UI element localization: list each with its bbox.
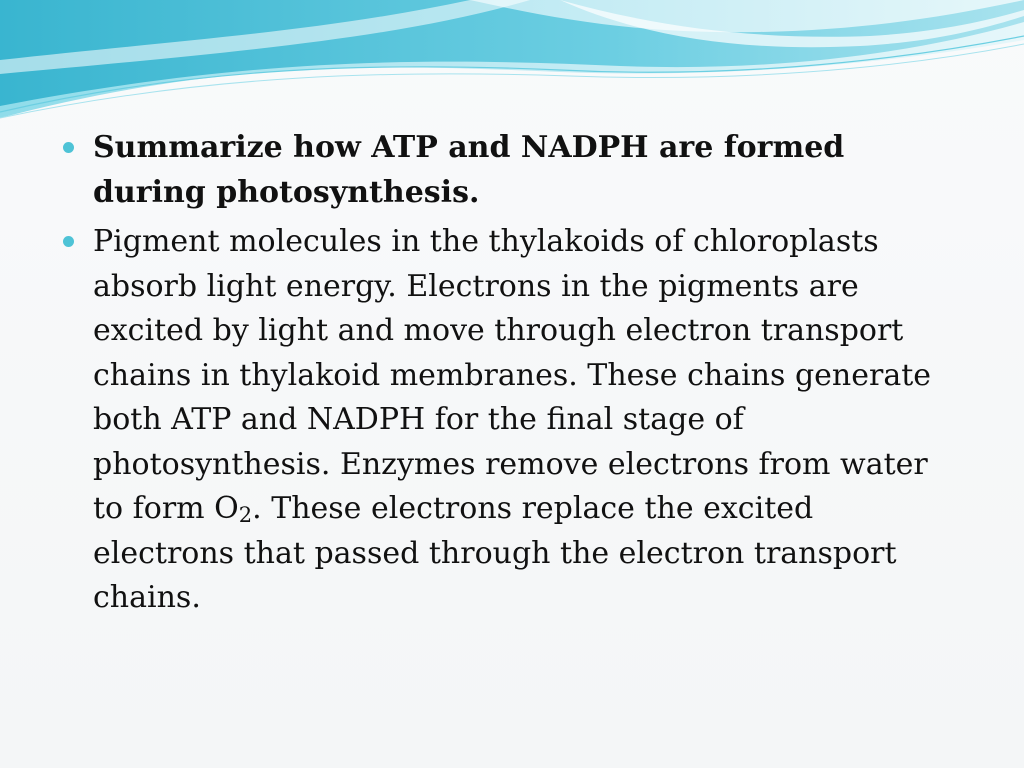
answer-text-part-2: . These electrons replace the excited electrons that passed through the electron transport chains. (93, 491, 897, 615)
bullet-list (62, 126, 962, 626)
answer-text-part-1: Pigment molecules in the thylakoids of chloroplasts absorb light energy. Electrons in the pigments are excited by light and move through electron transport chains in thylakoid membranes. These chains generate both ATP and NADPH for the final stage of photosynthesis. Enzymes remove electrons from water to form O (93, 224, 932, 526)
bullet-text: Summarize how ATP and NADPH are formed during photosynthesis. (93, 130, 845, 210)
bullet-text (93, 220, 962, 621)
bullet-dot-icon (63, 142, 74, 153)
bullet-dot-icon (63, 236, 74, 247)
bullet-item-question (62, 126, 962, 215)
subscript: 2 (238, 502, 253, 527)
bullet-item-answer (62, 220, 962, 621)
header-wave-decoration (0, 0, 1024, 130)
